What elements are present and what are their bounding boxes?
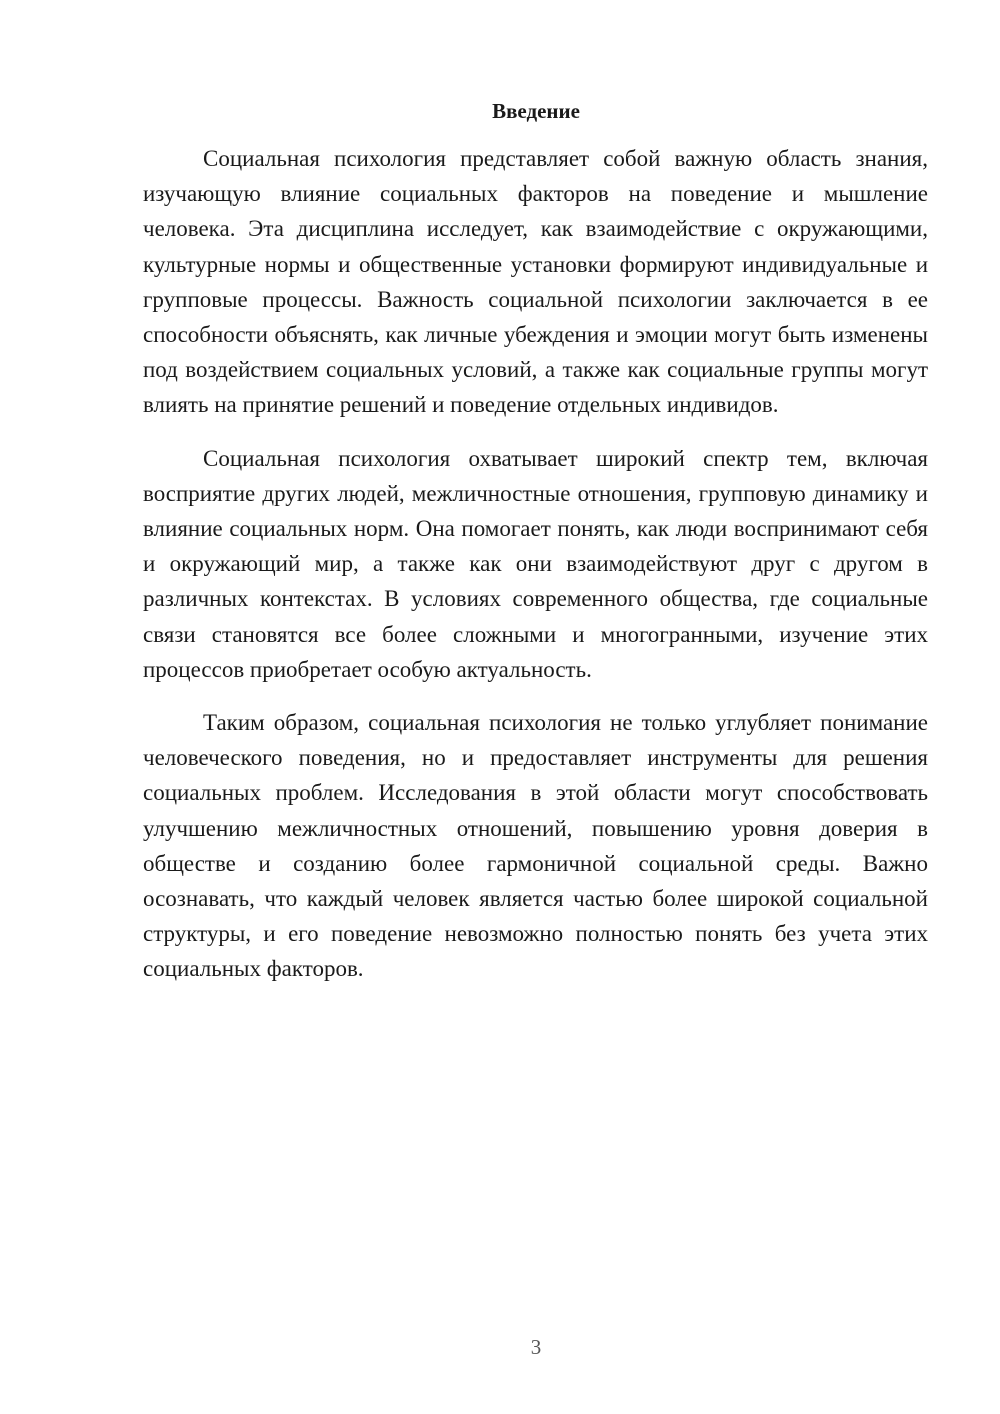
paragraph-1: Социальная психология представляет собой важную область знания, изучающую влияние социальных факторов на поведение и мышление человека. Эта дисциплина исследует, как взаимодействие с окружающими, культурные нормы и общественные установки формируют индивидуальные и групповые процессы. Важность социальной психологии заключается в ее способности объяснять, как личные убеждения и эмоции могут быть изменены под воздействием социальных условий, а также как социальные группы могут влиять на принятие решений и поведение отдельных индивидов. [143, 146, 928, 418]
paragraph-2: Социальная психология охватывает широкий спектр тем, включая восприятие других людей, межличностные отношения, групповую динамику и влияние социальных норм. Она помогает понять, как люди воспринимают себя и окружающий мир, а также как они взаимодействуют друг с другом в различных контекстах. В условиях современного общества, где социальные связи становятся все более сложными и многогранными, изучение этих процессов приобретает особую актуальность. [143, 445, 928, 682]
body-text [143, 141, 928, 987]
page-number: 3 [530, 1335, 542, 1359]
section-title: Введение [492, 99, 580, 123]
paragraph-3: Таким образом, социальная психология не только углубляет понимание человеческого поведения, но и предоставляет инструменты для решения социальных проблем. Исследования в этой области могут способствовать улучшению межличностных отношений, повышению уровня доверия в обществе и созданию более гармоничной социальной среды. Важно осознавать, что каждый человек является частью более широкой социальной структуры, и его поведение невозможно полностью понять без учета этих социальных факторов. [143, 710, 928, 982]
